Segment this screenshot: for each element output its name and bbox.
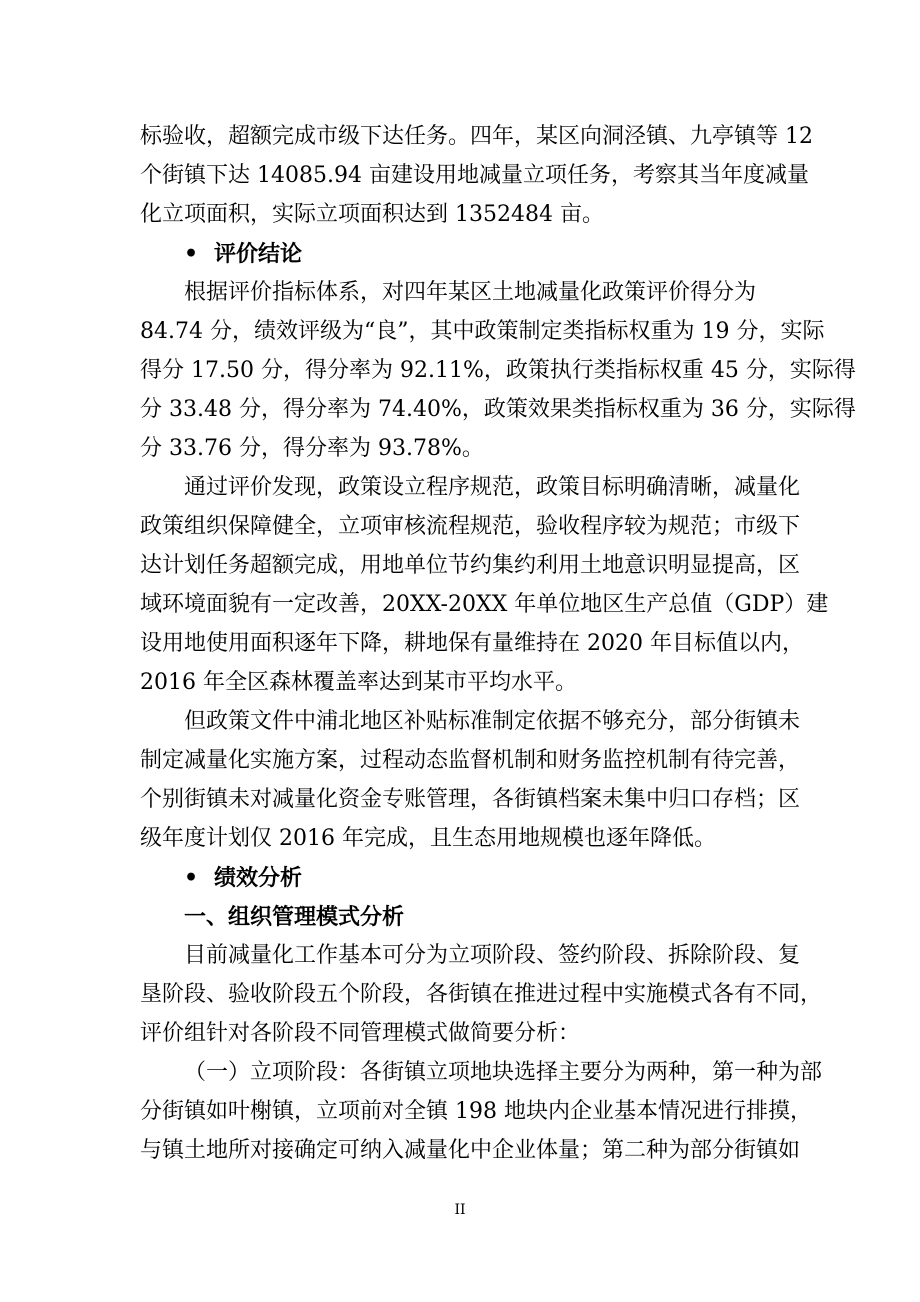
section-bullet-evaluation-conclusion bbox=[184, 235, 824, 273]
text-line: 分街镇如叶榭镇，立项前对全镇 198 地块内企业基本情况进行排摸， bbox=[140, 1099, 812, 1124]
text-line: 制定减量化实施方案，过程动态监督机制和财务监控机制有待完善， bbox=[140, 748, 801, 773]
text-line: 分 33.48 分，得分率为 74.40%，政策效果类指标权重为 36 分，实际得 bbox=[140, 397, 856, 422]
text-line: 级年度计划仅 2016 年完成，且生态用地规模也逐年降低。 bbox=[140, 826, 716, 851]
paragraph-first-line: 根据评价指标体系，对四年某区土地减量化政策评价得分为 bbox=[184, 280, 757, 305]
paragraph-first-line: 但政策文件中浦北地区补贴标准制定依据不够充分，部分街镇未 bbox=[184, 709, 801, 734]
section-heading: 绩效分析 bbox=[214, 865, 303, 891]
section-bullet-performance-analysis bbox=[184, 859, 824, 897]
text-line: 评价组针对各阶段不同管理模式做简要分析： bbox=[140, 1021, 581, 1046]
text-line: 政策组织保障健全，立项审核流程规范，验收程序较为规范；市级下 bbox=[140, 514, 801, 539]
paragraph-first-line: 目前减量化工作基本可分为立项阶段、签约阶段、拆除阶段、复 bbox=[184, 943, 801, 968]
text-line: 84.74 分，绩效评级为“良”，其中政策制定类指标权重为 19 分，实际 bbox=[140, 319, 825, 344]
paragraph-first-line: 通过评价发现，政策设立程序规范，政策目标明确清晰，减量化 bbox=[184, 475, 801, 500]
bullet-icon: • bbox=[184, 241, 199, 267]
text-line: 与镇土地所对接确定可纳入减量化中企业体量；第二种为部分街镇如 bbox=[140, 1138, 801, 1163]
text-line: 设用地使用面积逐年下降，耕地保有量维持在 2020 年目标值以内， bbox=[140, 631, 804, 656]
text-line: 化立项面积，实际立项面积达到 1352484 亩。 bbox=[140, 202, 604, 227]
text-line: 得分 17.50 分，得分率为 92.11%，政策执行类指标权重 45 分，实际得 bbox=[140, 358, 856, 383]
text-line: 垦阶段、验收阶段五个阶段，各街镇在推进过程中实施模式各有不同， bbox=[140, 982, 823, 1007]
section-heading: 评价结论 bbox=[214, 241, 303, 267]
text-line: 个街镇下达 14085.94 亩建设用地减量立项任务，考察其当年度减量 bbox=[140, 163, 809, 188]
text-line: 2016 年全区森林覆盖率达到某市平均水平。 bbox=[140, 670, 577, 695]
bullet-icon: • bbox=[184, 865, 199, 891]
subsection-heading: 一、组织管理模式分析 bbox=[184, 904, 405, 930]
paragraph-first-line: （一）立项阶段：各街镇立项地块选择主要分为两种，第一种为部 bbox=[184, 1060, 823, 1085]
text-line: 域环境面貌有一定改善，20XX-20XX 年单位地区生产总值（GDP）建 bbox=[140, 592, 829, 617]
text-line: 标验收，超额完成市级下达任务。四年，某区向洞泾镇、九亭镇等 12 bbox=[140, 124, 813, 149]
text-line: 分 33.76 分，得分率为 93.78%。 bbox=[140, 436, 484, 461]
text-line: 达计划任务超额完成，用地单位节约集约利用土地意识明显提高，区 bbox=[140, 553, 801, 578]
text-line: 个别街镇未对减量化资金专账管理，各街镇档案未集中归口存档；区 bbox=[140, 787, 801, 812]
page-number: II bbox=[454, 1202, 466, 1218]
